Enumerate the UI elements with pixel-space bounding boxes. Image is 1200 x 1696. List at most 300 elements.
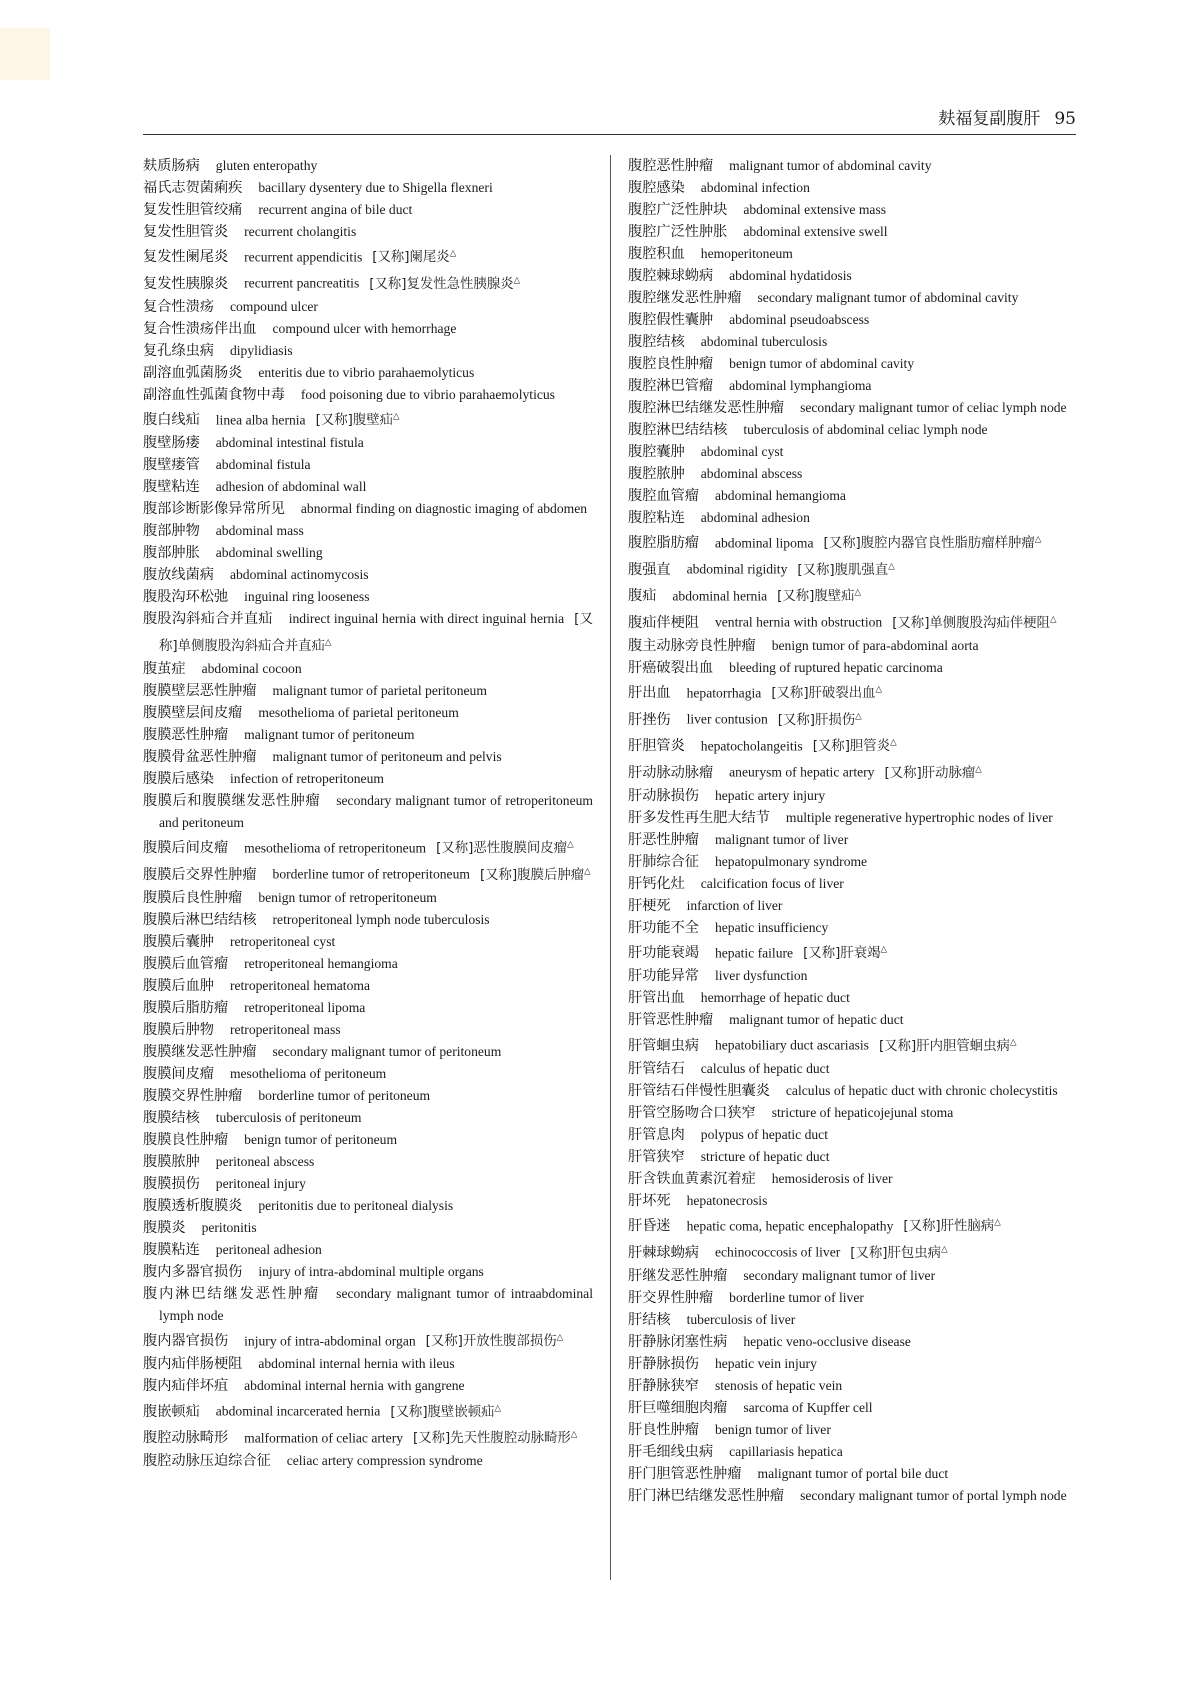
entry-term-en: secondary malignant tumor of liver (743, 1267, 936, 1283)
entry-term-zh: 腹腔良性肿瘤 (628, 356, 714, 372)
entry-term-zh: 肝胆管炎 (628, 738, 685, 755)
entry-term-en: abdominal cyst (700, 444, 784, 459)
entry-term-en: abdominal swelling (215, 545, 323, 561)
entry-term-en: bleeding of ruptured hepatic carcinoma (729, 659, 943, 675)
entry-term-zh: 腹内器官损伤 (143, 1333, 229, 1350)
glossary-entry (628, 1009, 1083, 1031)
glossary-entry (143, 1085, 593, 1107)
entry-term-en: hemoperitoneum (700, 246, 793, 261)
entry-term-zh: 腹放线菌病 (143, 567, 214, 584)
glossary-entry (628, 829, 1083, 851)
entry-term-zh: 腹内淋巴结继发恶性肿瘤 (143, 1285, 321, 1302)
entry-term-en: hepatic failure (714, 945, 794, 961)
glossary-entry (628, 582, 1083, 608)
entry-term-zh: 肝静脉损伤 (628, 1355, 699, 1372)
entry-term-en: benign tumor of peritoneum (244, 1131, 398, 1147)
glossary-entry (143, 834, 593, 860)
entry-term-zh: 肝管出血 (628, 990, 685, 1007)
glossary-entry (143, 1217, 593, 1239)
glossary-entry (628, 419, 1083, 441)
entry-term-zh: 肝出血 (628, 685, 671, 702)
entry-term-zh: 腹疝伴梗阻 (628, 614, 699, 631)
entry-term-zh: 肝挫伤 (628, 711, 671, 728)
entry-term-zh: 腹膜骨盆恶性肿瘤 (143, 748, 257, 765)
entry-term-en: calculus of hepatic duct (700, 1060, 830, 1076)
entry-term-zh: 腹部肿胀 (143, 545, 200, 562)
entry-term-zh: 腹膜后肿物 (143, 1021, 214, 1038)
entry-term-zh: 肝静脉狭窄 (628, 1377, 699, 1394)
entry-term-zh: 肝癌破裂出血 (628, 659, 714, 676)
entry-term-zh: 肝多发性再生肥大结节 (628, 809, 770, 826)
entry-term-zh: 肝昏迷 (628, 1218, 671, 1235)
entry-term-en: benign tumor of para-abdominal aorta (771, 637, 979, 653)
entry-term-zh: 腹腔动脉畸形 (143, 1430, 229, 1447)
entry-term-en: malignant tumor of portal bile duct (757, 1465, 949, 1481)
entry-term-en: secondary malignant tumor of retroperitoneum and peritoneum (159, 792, 593, 830)
entry-term-zh: 腹腔动脉压迫综合征 (143, 1453, 271, 1470)
entry-term-zh: 肝坏死 (628, 1192, 671, 1209)
entry-term-zh: 肝交界性肿瘤 (628, 1289, 714, 1306)
entry-alias: [又称]单侧腹股沟斜疝合并直疝△ (159, 612, 593, 654)
entry-term-en: peritonitis (201, 1219, 257, 1235)
entry-term-en: abdominal lipoma (714, 535, 814, 551)
entry-term-zh: 肝管结石伴慢性胆囊炎 (628, 1082, 770, 1099)
entry-term-zh: 腹膜后良性肿瘤 (143, 889, 243, 906)
glossary-entry (143, 768, 593, 790)
entry-term-en: abdominal hemangioma (714, 488, 846, 503)
glossary-entry (143, 997, 593, 1019)
glossary-entry (628, 353, 1083, 375)
entry-term-zh: 腹膜后交界性肿瘤 (143, 866, 257, 883)
glossary-entry (143, 1450, 593, 1472)
entry-term-en: hepatonecrosis (686, 1192, 768, 1208)
entry-term-en: malignant tumor of peritoneum (244, 726, 415, 742)
entry-term-zh: 肝管息肉 (628, 1126, 685, 1143)
entry-term-en: abdominal tuberculosis (700, 334, 828, 349)
glossary-entry (143, 1397, 593, 1423)
entry-term-zh: 腹膜后淋巴结结核 (143, 911, 257, 928)
entry-term-en: injury of intra-abdominal multiple organs (258, 1263, 484, 1279)
entry-term-en: mesothelioma of peritoneum (229, 1065, 387, 1081)
entry-term-en: abdominal cocoon (201, 660, 302, 676)
entry-term-en: ventral hernia with obstruction (714, 614, 883, 630)
entry-term-zh: 肝结核 (628, 1311, 671, 1328)
entry-term-en: mesothelioma of parietal peritoneum (258, 704, 459, 720)
glossary-entry (143, 432, 593, 454)
entry-term-en: peritoneal adhesion (215, 1241, 322, 1257)
entry-term-en: compound ulcer with hemorrhage (272, 320, 457, 336)
entry-term-en: abdominal hernia (672, 588, 768, 604)
entry-term-en: linea alba hernia (215, 412, 306, 428)
entry-term-zh: 腹主动脉旁良性肿瘤 (628, 637, 756, 654)
entry-term-en: malignant tumor of parietal peritoneum (272, 682, 487, 698)
glossary-entry (143, 1129, 593, 1151)
entry-alias: [又称]阑尾炎△ (372, 249, 457, 266)
entry-term-en: retroperitoneal lipoma (244, 999, 366, 1015)
entry-term-zh: 腹膜壁层间皮瘤 (143, 704, 243, 721)
entry-term-zh: 腹膜后血管瘤 (143, 955, 229, 972)
entry-term-en: benign tumor of abdominal cavity (729, 356, 915, 371)
entry-term-en: tuberculosis of liver (686, 1311, 796, 1327)
glossary-entry (143, 243, 593, 269)
entry-term-zh: 肝梗死 (628, 897, 671, 914)
glossary-entry (143, 542, 593, 564)
glossary-entry (628, 1212, 1083, 1238)
glossary-entry (628, 1190, 1083, 1212)
entry-term-en: stricture of hepatic duct (700, 1148, 830, 1164)
entry-term-zh: 腹内疝伴坏疽 (143, 1378, 229, 1395)
entry-term-zh: 腹膜后囊肿 (143, 933, 214, 950)
column-divider (610, 155, 611, 1580)
entry-term-zh: 腹部诊断影像异常所见 (143, 501, 285, 518)
entry-alias: [又称]复发性急性胰腺炎△ (369, 275, 521, 292)
entry-term-en: hepatic veno-occlusive disease (743, 1333, 911, 1349)
entry-term-zh: 副溶血弧菌肠炎 (143, 364, 243, 381)
glossary-entry (143, 155, 593, 177)
glossary-entry (143, 1041, 593, 1063)
glossary-entry (628, 177, 1083, 199)
entry-term-en: benign tumor of retroperitoneum (258, 889, 437, 905)
glossary-entry (143, 199, 593, 221)
entry-term-zh: 腹腔广泛性肿胀 (628, 224, 728, 240)
entry-term-zh: 腹部肿物 (143, 523, 200, 540)
entry-term-en: recurrent angina of bile duct (258, 202, 413, 217)
glossary-entry (628, 1265, 1083, 1287)
entry-term-en: abdominal mass (215, 523, 304, 539)
entry-term-en: hepatobiliary duct ascariasis (714, 1037, 869, 1053)
glossary-entry (143, 1195, 593, 1217)
glossary-entry (143, 931, 593, 953)
entry-term-zh: 腹内疝伴肠梗阻 (143, 1356, 243, 1373)
glossary-entry (143, 608, 593, 657)
glossary-entry (628, 1485, 1083, 1507)
entry-term-zh: 腹腔积血 (628, 246, 685, 262)
entry-term-en: multiple regenerative hypertrophic nodes of liver (785, 809, 1053, 825)
entry-term-en: secondary malignant tumor of peritoneum (272, 1043, 502, 1059)
entry-term-en: hepatopulmonary syndrome (714, 853, 868, 869)
entry-term-en: malignant tumor of liver (714, 831, 849, 847)
glossary-entry (628, 1331, 1083, 1353)
entry-term-zh: 肝肺综合征 (628, 853, 699, 870)
entry-term-zh: 腹膜交界性肿瘤 (143, 1087, 243, 1104)
glossary-entry (143, 454, 593, 476)
entry-term-zh: 复合性溃疡 (143, 298, 214, 315)
entry-term-en: infection of retroperitoneum (229, 770, 384, 786)
entry-alias: [又称]腹壁疝△ (777, 587, 862, 605)
glossary-entry (143, 790, 593, 834)
entry-term-zh: 腹腔恶性肿瘤 (628, 158, 714, 174)
entry-term-zh: 腹内多器官损伤 (143, 1263, 243, 1280)
entry-term-zh: 腹膜后血肿 (143, 977, 214, 994)
glossary-entry (143, 1261, 593, 1283)
entry-term-zh: 腹腔脂肪瘤 (628, 535, 699, 552)
entry-alias: [又称]腹肌强直△ (797, 561, 895, 578)
entry-term-en: liver dysfunction (714, 968, 808, 984)
glossary-entry (628, 657, 1083, 679)
glossary-entry (143, 1063, 593, 1085)
entry-term-en: retroperitoneal hematoma (229, 977, 370, 993)
glossary-entry (628, 1124, 1083, 1146)
entry-term-en: abdominal pseudoabscess (729, 312, 870, 327)
entry-term-zh: 腹腔淋巴管瘤 (628, 378, 714, 394)
entry-alias: [又称]先天性腹腔动脉畸形△ (413, 1429, 578, 1447)
entry-term-en: infarction of liver (686, 897, 783, 913)
glossary-entry (628, 1309, 1083, 1331)
entry-term-zh: 福氏志贺菌痢疾 (143, 180, 243, 196)
entry-term-en: hepatocholangeitis (700, 738, 803, 754)
glossary-entry (143, 384, 593, 406)
entry-term-en: retroperitoneal lymph node tuberculosis (272, 911, 490, 927)
entry-term-zh: 腹腔囊肿 (628, 444, 685, 460)
header-title: 麸福复副腹肝 (938, 109, 1041, 129)
entry-term-zh: 腹强直 (628, 561, 671, 578)
glossary-entry (143, 476, 593, 498)
entry-term-zh: 麸质肠病 (143, 158, 200, 174)
glossary-entry (628, 1102, 1083, 1124)
entry-term-zh: 腹腔广泛性肿块 (628, 202, 728, 218)
entry-term-zh: 腹腔淋巴结继发恶性肿瘤 (628, 400, 785, 416)
glossary-entry (628, 265, 1083, 287)
glossary-entry (628, 1463, 1083, 1485)
glossary-entry (628, 331, 1083, 353)
entry-term-zh: 腹膜间皮瘤 (143, 1065, 214, 1082)
entry-term-zh: 腹膜脓肿 (143, 1153, 200, 1170)
entry-term-en: secondary malignant tumor of intraabdominal lymph node (159, 1285, 593, 1323)
entry-term-zh: 腹膜损伤 (143, 1175, 200, 1192)
glossary-entry (143, 1151, 593, 1173)
entry-term-zh: 腹腔粘连 (628, 510, 685, 526)
entry-term-zh: 腹白线疝 (143, 412, 200, 429)
glossary-entry (628, 1031, 1083, 1057)
entry-term-zh: 副溶血性弧菌食物中毒 (143, 386, 285, 403)
glossary-entry (143, 746, 593, 768)
glossary-entry (143, 362, 593, 384)
glossary-entry (628, 155, 1083, 177)
entry-term-en: capillariasis hepatica (729, 1443, 843, 1459)
glossary-entry (628, 705, 1083, 731)
glossary-entry (628, 1238, 1083, 1264)
entry-term-en: stricture of hepaticojejunal stoma (771, 1104, 954, 1120)
glossary-entry (628, 785, 1083, 807)
glossary-entry (628, 851, 1083, 873)
left-column (143, 155, 593, 1472)
entry-term-zh: 腹膜结核 (143, 1109, 200, 1126)
entry-term-en: stenosis of hepatic vein (714, 1377, 843, 1393)
entry-term-en: peritoneal abscess (215, 1153, 315, 1169)
glossary-entry (143, 702, 593, 724)
entry-term-zh: 腹膜后脂肪瘤 (143, 999, 229, 1016)
entry-term-en: inguinal ring looseness (244, 589, 370, 605)
entry-term-en: adhesion of abdominal wall (215, 479, 367, 495)
entry-term-zh: 腹嵌顿疝 (143, 1403, 200, 1420)
entry-term-zh: 肝巨噬细胞肉瘤 (628, 1399, 728, 1416)
entry-alias: [又称]开放性腹部损伤△ (425, 1332, 564, 1350)
entry-term-en: injury of intra-abdominal organ (244, 1333, 416, 1349)
entry-term-en: peritoneal injury (215, 1175, 306, 1191)
entry-term-en: abdominal internal hernia with gangrene (244, 1378, 465, 1394)
entry-term-zh: 腹股沟环松弛 (143, 589, 229, 606)
entry-term-zh: 腹疝 (628, 588, 657, 605)
glossary-entry (143, 498, 593, 520)
entry-term-en: hemorrhage of hepatic duct (700, 990, 850, 1006)
entry-term-zh: 肝功能不全 (628, 919, 699, 936)
entry-term-zh: 腹壁瘘管 (143, 457, 200, 474)
entry-alias: [又称]胆管炎△ (812, 737, 897, 755)
glossary-entry (628, 441, 1083, 463)
entry-term-zh: 腹腔脓肿 (628, 466, 685, 482)
entry-term-en: abdominal hydatidosis (729, 268, 852, 283)
entry-term-en: abdominal fistula (215, 457, 311, 473)
entry-term-zh: 肝棘球蚴病 (628, 1244, 699, 1261)
glossary-entry (628, 679, 1083, 705)
glossary-entry (143, 1353, 593, 1375)
glossary-entry (628, 987, 1083, 1009)
entry-term-zh: 复孔绦虫病 (143, 342, 214, 359)
glossary-entry (628, 635, 1083, 657)
entry-term-en: tuberculosis of peritoneum (215, 1109, 362, 1125)
entry-term-zh: 腹膜后感染 (143, 770, 214, 787)
glossary-entry (143, 177, 593, 199)
glossary-entry (628, 1146, 1083, 1168)
glossary-entry (628, 1375, 1083, 1397)
entry-term-zh: 肝管蛔虫病 (628, 1037, 699, 1054)
glossary-entry (143, 1424, 593, 1450)
entry-term-en: borderline tumor of retroperitoneum (272, 866, 470, 882)
glossary-entry (628, 608, 1083, 634)
glossary-entry (143, 909, 593, 931)
glossary-entry (628, 895, 1083, 917)
glossary-entry (143, 1327, 593, 1353)
entry-term-zh: 复合性溃疡伴出血 (143, 320, 257, 337)
entry-term-zh: 肝钙化灶 (628, 875, 685, 892)
entry-term-zh: 腹腔淋巴结结核 (628, 422, 728, 438)
entry-term-en: secondary malignant tumor of abdominal cavity (757, 290, 1019, 305)
entry-term-en: sarcoma of Kupffer cell (743, 1399, 873, 1415)
entry-term-zh: 腹膜良性肿瘤 (143, 1131, 229, 1148)
entry-term-en: retroperitoneal cyst (229, 933, 336, 949)
entry-term-zh: 复发性阑尾炎 (143, 249, 229, 266)
glossary-entry (143, 1375, 593, 1397)
entry-alias: [又称]肝包虫病△ (850, 1244, 948, 1261)
entry-alias: [又称]肝衰竭△ (803, 944, 888, 962)
entry-term-en: abdominal adhesion (700, 510, 810, 525)
entry-term-en: polypus of hepatic duct (700, 1126, 828, 1142)
entry-term-zh: 肝恶性肿瘤 (628, 831, 699, 848)
entry-term-en: abdominal rigidity (686, 561, 788, 577)
glossary-entry (628, 397, 1083, 419)
glossary-entry (628, 485, 1083, 507)
entry-term-en: retroperitoneal mass (229, 1021, 341, 1037)
entry-term-en: echinococcosis of liver (714, 1244, 841, 1260)
entry-term-zh: 腹膜透析腹膜炎 (143, 1197, 243, 1214)
entry-term-en: secondary malignant tumor of portal lymph node (800, 1487, 1067, 1503)
entry-term-zh: 肝功能异常 (628, 968, 699, 985)
glossary-entry (628, 1419, 1083, 1441)
glossary-entry (628, 529, 1083, 555)
glossary-entry (143, 269, 593, 295)
entry-term-zh: 腹壁粘连 (143, 479, 200, 496)
entry-term-en: abdominal internal hernia with ileus (258, 1356, 455, 1372)
entry-term-en: hemosiderosis of liver (771, 1170, 893, 1186)
entry-term-en: recurrent cholangitis (244, 224, 357, 239)
entry-term-en: abdominal extensive swell (743, 224, 888, 239)
glossary-entry (628, 939, 1083, 965)
entry-term-zh: 肝静脉闭塞性病 (628, 1333, 728, 1350)
glossary-entry (143, 340, 593, 362)
entry-term-zh: 腹膜恶性肿瘤 (143, 726, 229, 743)
entry-term-zh: 肝含铁血黄素沉着症 (628, 1170, 756, 1187)
entry-term-en: liver contusion (686, 711, 768, 727)
entry-term-en: abdominal incarcerated hernia (215, 1403, 381, 1419)
glossary-entry (628, 1168, 1083, 1190)
glossary-entry (143, 1107, 593, 1129)
entry-term-zh: 腹膜后和腹膜继发恶性肿瘤 (143, 792, 321, 809)
entry-term-zh: 腹膜粘连 (143, 1241, 200, 1258)
entry-term-en: mesothelioma of retroperitoneum (244, 840, 427, 856)
entry-term-en: tuberculosis of abdominal celiac lymph node (743, 422, 988, 437)
glossary-entry (628, 309, 1083, 331)
glossary-entry (143, 520, 593, 542)
entry-term-zh: 肝管狭窄 (628, 1148, 685, 1165)
glossary-entry (143, 724, 593, 746)
entry-term-en: hepatic coma, hepatic encephalopathy (686, 1218, 894, 1234)
entry-term-en: abdominal extensive mass (743, 202, 887, 217)
glossary-entry (143, 406, 593, 432)
entry-term-zh: 腹腔感染 (628, 180, 685, 196)
glossary-entry (628, 375, 1083, 397)
entry-term-en: abdominal abscess (700, 466, 803, 481)
entry-term-zh: 肝管空肠吻合口狭窄 (628, 1104, 756, 1121)
entry-term-zh: 肝动脉动脉瘤 (628, 764, 714, 781)
entry-term-en: secondary malignant tumor of celiac lymph node (800, 400, 1067, 415)
glossary-entry (143, 564, 593, 586)
entry-term-en: food poisoning due to vibrio parahaemolyticus (300, 386, 555, 402)
entry-term-en: calcification focus of liver (700, 875, 844, 891)
entry-term-zh: 腹腔结核 (628, 334, 685, 350)
glossary-entry (628, 917, 1083, 939)
entry-term-zh: 复发性胰腺炎 (143, 275, 229, 292)
entry-term-zh: 腹茧症 (143, 660, 186, 677)
entry-term-en: benign tumor of liver (714, 1421, 831, 1437)
entry-term-en: malignant tumor of peritoneum and pelvis (272, 748, 502, 764)
entry-term-zh: 肝良性肿瘤 (628, 1421, 699, 1438)
entry-term-zh: 腹膜炎 (143, 1219, 186, 1236)
glossary-entry (628, 507, 1083, 529)
entry-alias: [又称]恶性腹膜间皮瘤△ (436, 839, 574, 857)
entry-alias: [又称]肝损伤△ (777, 711, 862, 728)
header-rule (143, 134, 1076, 135)
entry-alias: [又称]肝动脉瘤△ (884, 764, 982, 781)
entry-term-en: aneurysm of hepatic artery (729, 764, 875, 780)
entry-term-en: celiac artery compression syndrome (286, 1453, 483, 1469)
entry-term-zh: 肝管结石 (628, 1060, 685, 1077)
entry-term-zh: 腹膜壁层恶性肿瘤 (143, 682, 257, 699)
entry-term-en: calculus of hepatic duct with chronic cholecystitis (785, 1082, 1058, 1098)
glossary-entry (628, 221, 1083, 243)
glossary-entry (143, 953, 593, 975)
entry-term-zh: 肝管恶性肿瘤 (628, 1012, 714, 1029)
glossary-entry (628, 463, 1083, 485)
glossary-entry (628, 807, 1083, 829)
glossary-entry (628, 287, 1083, 309)
entry-term-en: bacillary dysentery due to Shigella flexneri (258, 180, 493, 195)
entry-alias: [又称]单侧腹股沟疝伴梗阻△ (892, 614, 1057, 631)
glossary-entry (143, 221, 593, 243)
glossary-entry (143, 975, 593, 997)
glossary-entry (628, 873, 1083, 895)
entry-term-en: malignant tumor of abdominal cavity (729, 158, 932, 173)
glossary-entry (628, 1058, 1083, 1080)
